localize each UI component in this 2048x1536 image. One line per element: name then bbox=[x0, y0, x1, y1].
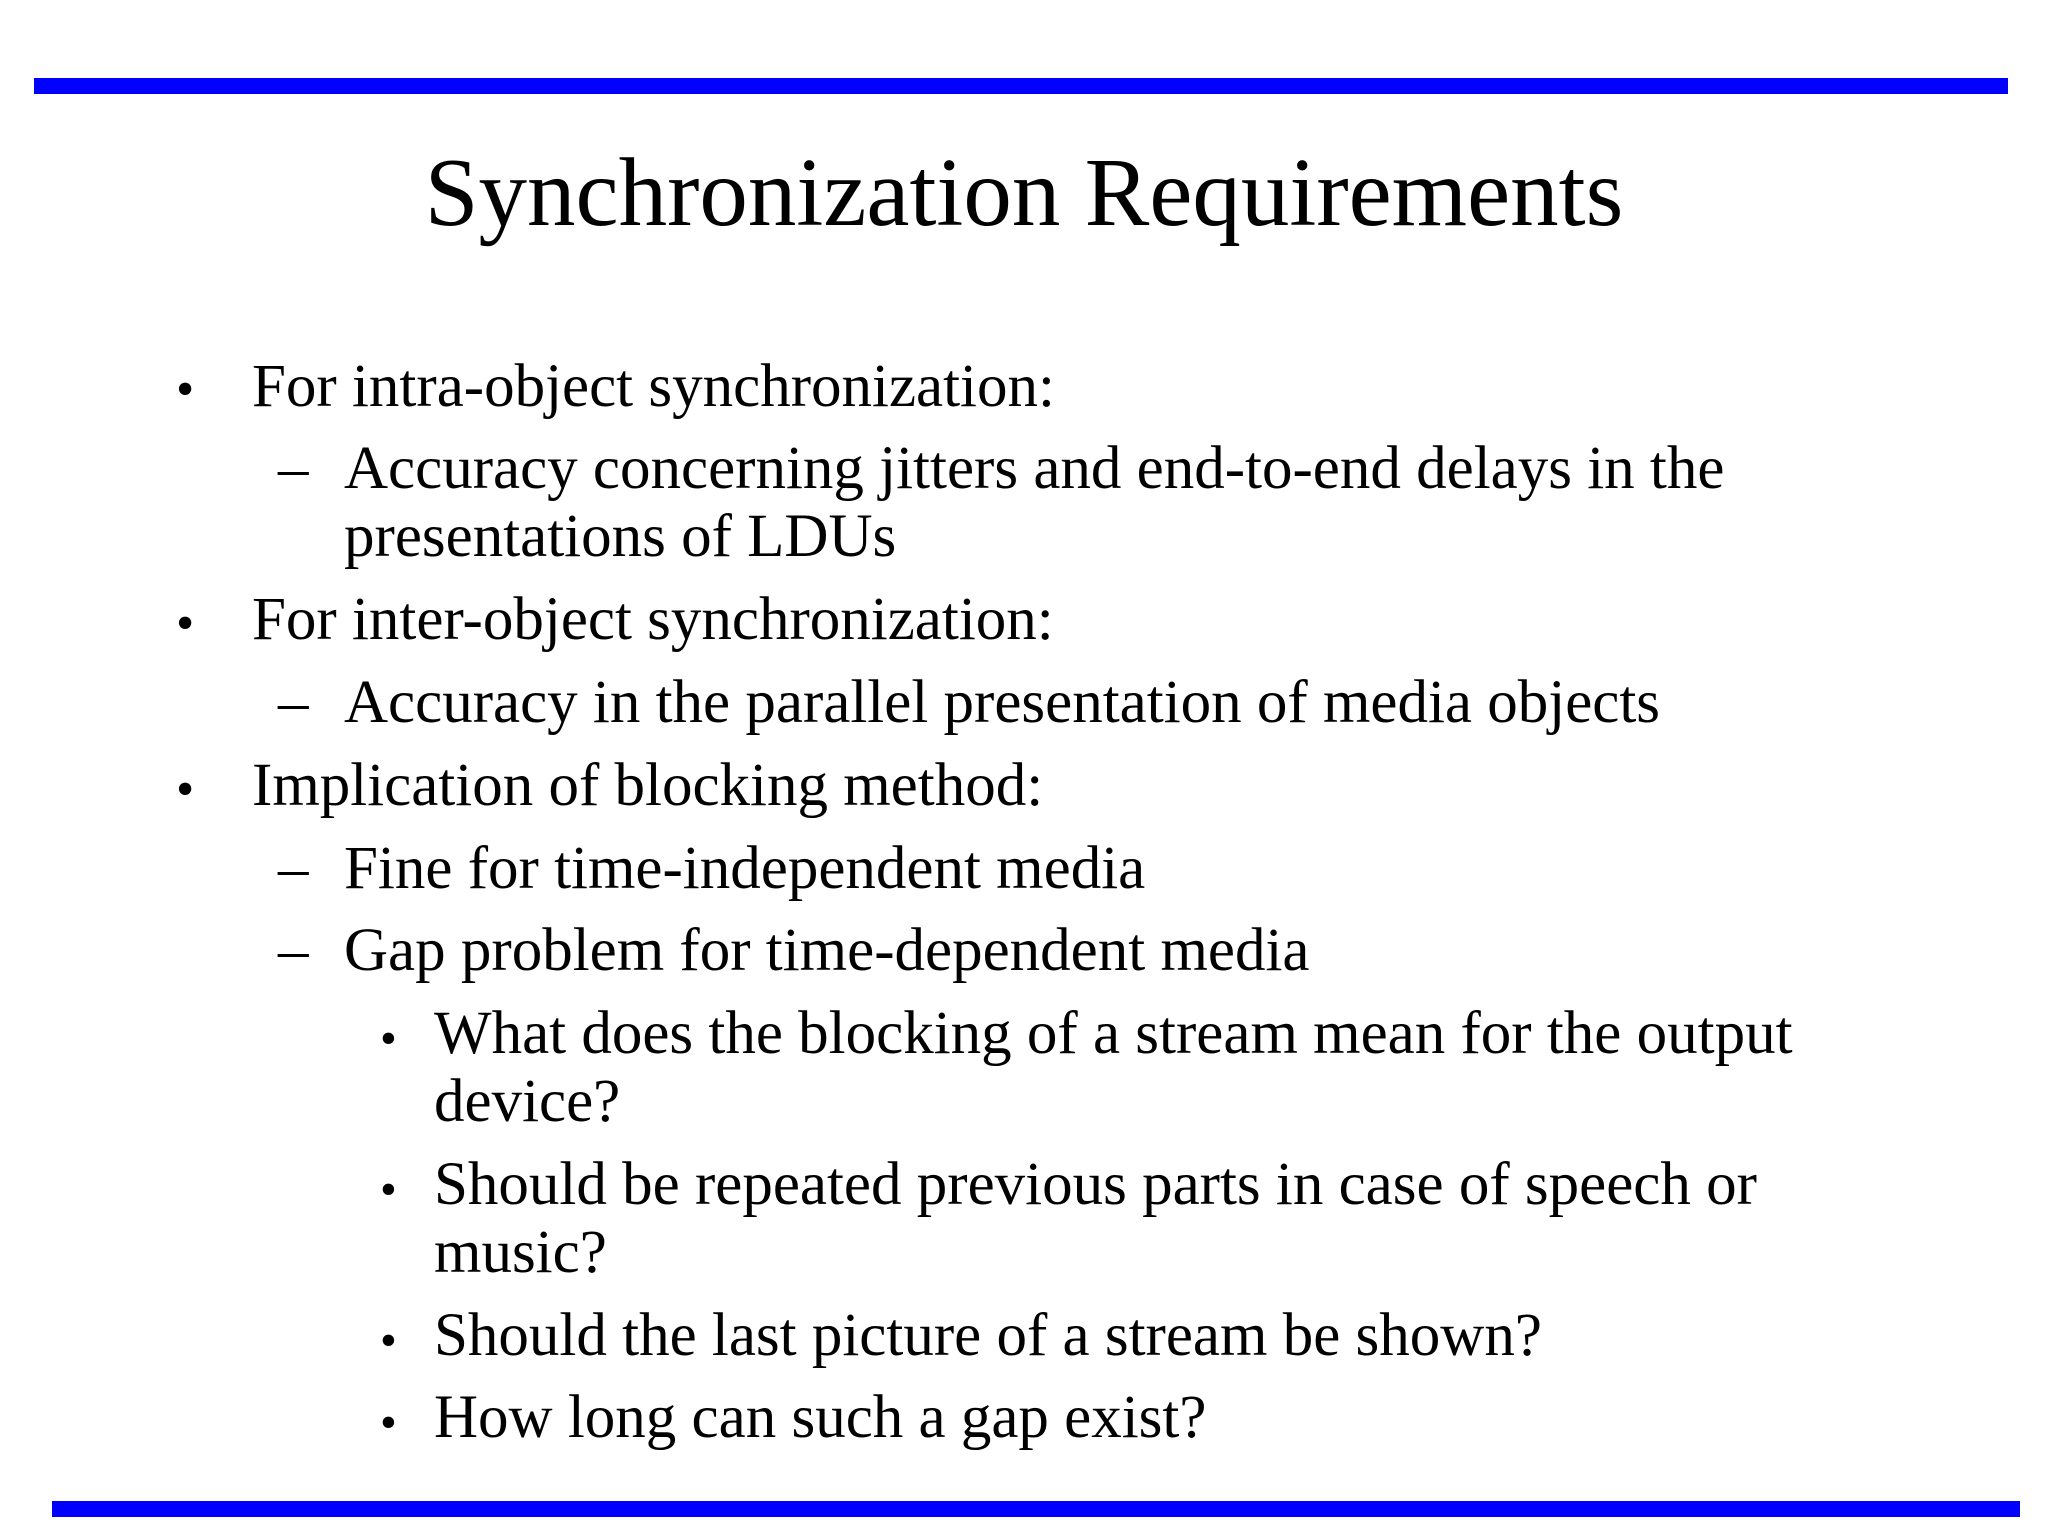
bullet-marker: • bbox=[380, 1163, 397, 1216]
sub-bullet-text: Accuracy in the parallel presentation of media objects bbox=[344, 669, 1661, 736]
bullet-marker: • bbox=[176, 761, 195, 818]
bullet-marker: • bbox=[380, 1314, 397, 1367]
bullet-text: For inter-object synchronization: bbox=[252, 586, 1054, 653]
sub-sub-bullet-text: How long can such a gap exist? bbox=[434, 1384, 1207, 1451]
bullet-marker: • bbox=[176, 595, 195, 652]
sub-sub-bullet-text: What does the blocking of a stream mean for the output device? bbox=[434, 1000, 1793, 1135]
sub-sub-bullet-text: Should the last picture of a stream be shown? bbox=[434, 1302, 1542, 1369]
bullet-marker: • bbox=[380, 1396, 397, 1449]
sub-bullet-text: Fine for time-independent media bbox=[344, 835, 1146, 902]
slide-title: Synchronization Requirements bbox=[424, 139, 1624, 246]
bottom-rule bbox=[52, 1501, 2020, 1517]
bullet-text: For intra-object synchronization: bbox=[252, 353, 1055, 420]
sub-sub-bullet-text: Should be repeated previous parts in case of speech or music? bbox=[434, 1151, 1757, 1286]
sub-bullet-text: Accuracy concerning jitters and end-to-end delays in the presentations of LDUs bbox=[344, 435, 1725, 570]
dash-marker: – bbox=[278, 917, 309, 984]
bullet-text: Implication of blocking method: bbox=[252, 752, 1044, 819]
bullet-marker: • bbox=[380, 1012, 397, 1065]
dash-marker: – bbox=[278, 669, 309, 736]
dash-marker: – bbox=[278, 435, 309, 502]
dash-marker: – bbox=[278, 835, 309, 902]
sub-bullet-text: Gap problem for time-dependent media bbox=[344, 917, 1310, 984]
bullet-marker: • bbox=[176, 361, 195, 418]
